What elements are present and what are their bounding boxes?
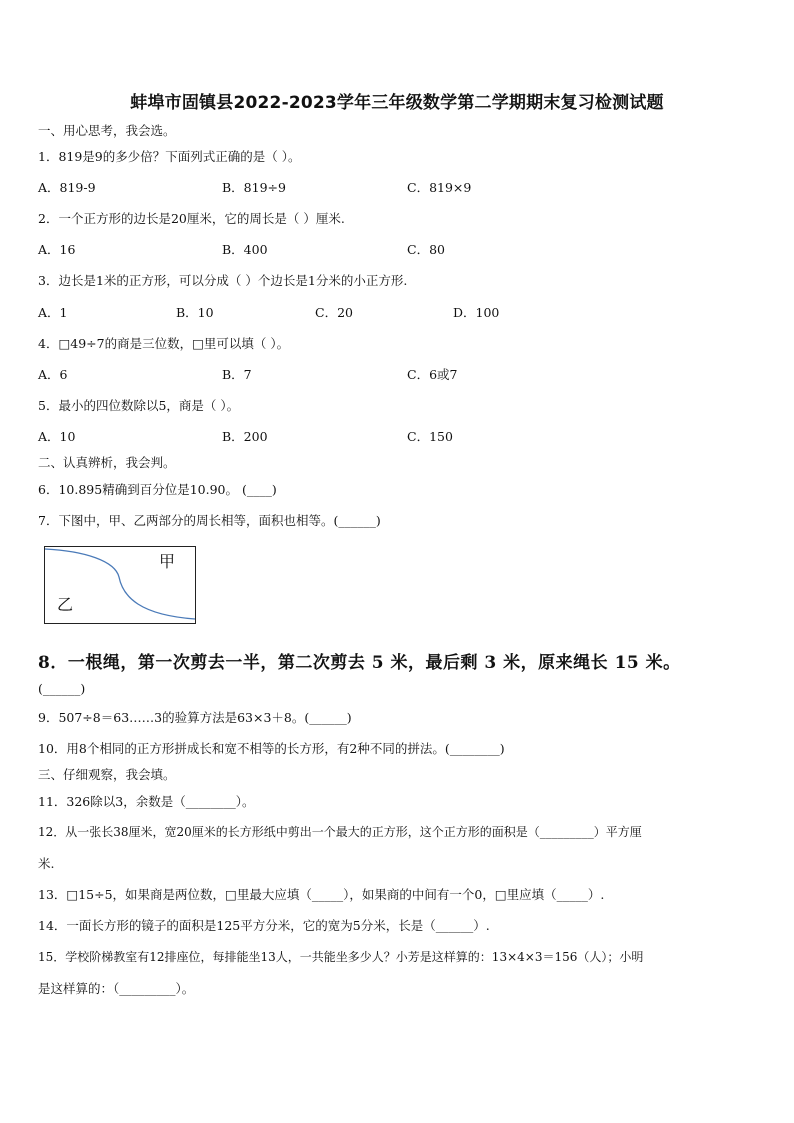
q4-option-c: C．6或7 — [407, 367, 458, 382]
question-10: 10．用8个相同的正方形拼成长和宽不相等的长方形，有2种不同的拼法。(________) — [38, 741, 505, 756]
question-5: 5．最小的四位数除以5，商是（ ）。 — [38, 398, 240, 413]
q2-option-c: C．80 — [407, 242, 445, 257]
question-3: 3．边长是1米的正方形，可以分成（ ）个边长是1分米的小正方形. — [38, 273, 408, 288]
q1-option-c: C．819×9 — [407, 180, 472, 195]
q1-option-a: A．819-9 — [38, 180, 96, 195]
q7-label-yi: 乙 — [57, 595, 74, 614]
q4-option-a: A．6 — [38, 367, 68, 382]
section-2-heading: 二、认真辨析，我会判。 — [38, 455, 176, 470]
section-3-heading: 三、仔细观察，我会填。 — [38, 767, 176, 782]
question-7: 7．下图中，甲、乙两部分的周长相等，面积也相等。(______) — [38, 513, 381, 528]
q5-option-b: B．200 — [222, 429, 268, 444]
question-8: 8．一根绳，第一次剪去一半，第二次剪去 5 米，最后剩 3 米，原来绳长 15 米。 — [38, 653, 681, 673]
q3-option-a: A．1 — [38, 305, 68, 320]
q7-label-jia: 甲 — [159, 552, 176, 571]
question-9: 9．507÷8＝63……3的验算方法是63×3＋8。(______) — [38, 710, 352, 725]
question-4: 4．□49÷7的商是三位数，□里可以填（ ）。 — [38, 336, 290, 351]
question-13: 13．□15÷5，如果商是两位数，□里最大应填（_____），如果商的中间有一个0，□里应填（_____）. — [38, 887, 605, 902]
question-1: 1．819是9的多少倍？下面列式正确的是（ ）。 — [38, 149, 301, 164]
q5-option-a: A．10 — [38, 429, 76, 444]
question-12-cont: 米. — [38, 856, 55, 871]
page-title: 蚌埠市固镇县2022-2023学年三年级数学第二学期期末复习检测试题 — [130, 93, 664, 113]
question-14: 14．一面长方形的镜子的面积是125平方分米，它的宽为5分米，长是（______）. — [38, 918, 490, 933]
question-2: 2．一个正方形的边长是20厘米，它的周长是（ ）厘米. — [38, 211, 345, 226]
q5-option-c: C．150 — [407, 429, 453, 444]
q3-option-b: B．10 — [176, 305, 214, 320]
question-11: 11．326除以3，余数是（________）。 — [38, 794, 255, 809]
q2-option-b: B．400 — [222, 242, 268, 257]
q2-option-a: A．16 — [38, 242, 76, 257]
q3-option-c: C．20 — [315, 305, 353, 320]
question-15-cont: 是这样算的：（_________）。 — [38, 981, 195, 996]
question-8-answer-blank: (______) — [38, 681, 86, 696]
section-1-heading: 一、用心思考，我会选。 — [38, 123, 176, 138]
q3-option-d: D．100 — [453, 305, 500, 320]
question-6: 6．10.895精确到百分位是10.90。 (____) — [38, 482, 277, 497]
q7-figure — [44, 546, 196, 624]
question-15: 15．学校阶梯教室有12排座位，每排能坐13人，一共能坐多少人？小芳是这样算的：13×4×3＝156（人）；小明 — [38, 950, 644, 964]
q4-option-b: B．7 — [222, 367, 252, 382]
q1-option-b: B．819÷9 — [222, 180, 286, 195]
question-12: 12．从一张长38厘米，宽20厘米的长方形纸中剪出一个最大的正方形，这个正方形的面积是（_________）平方厘 — [38, 825, 642, 839]
